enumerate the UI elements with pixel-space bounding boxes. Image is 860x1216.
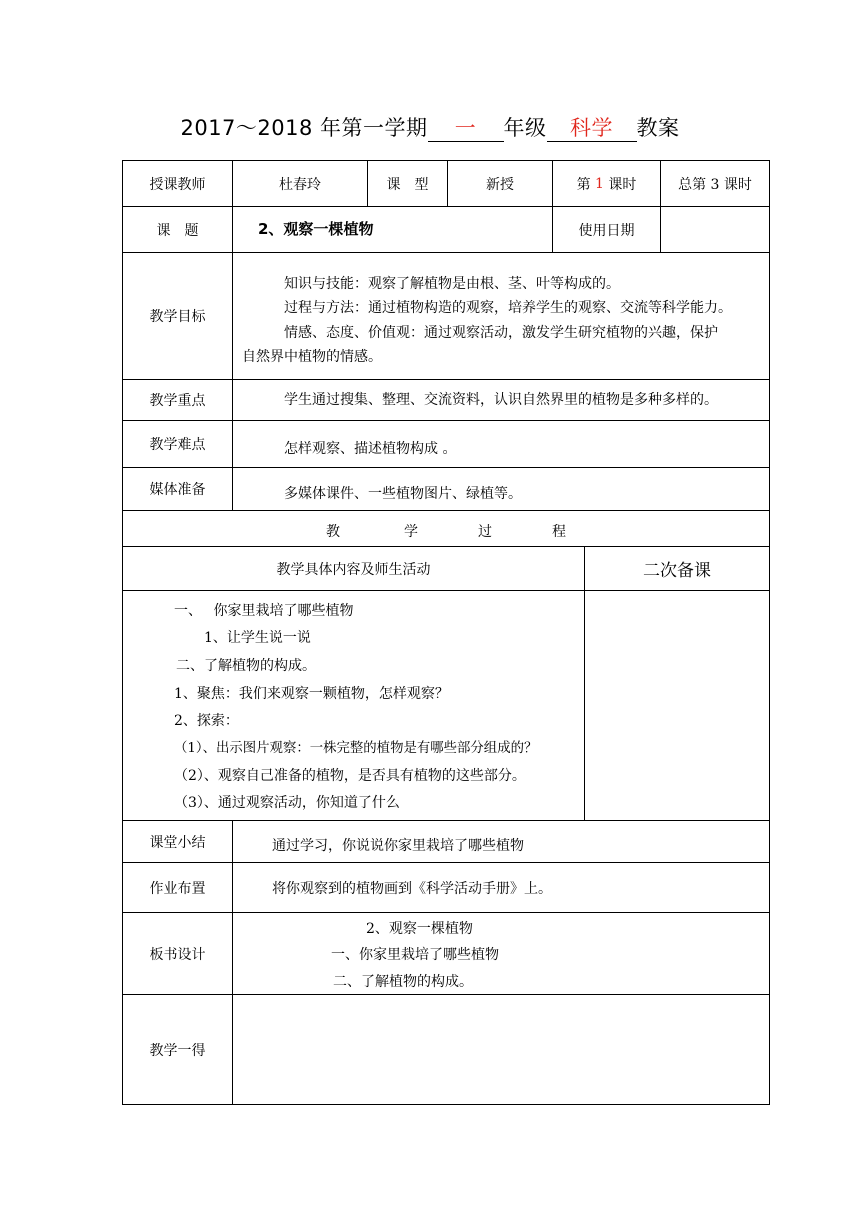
- key-points-label: 教学重点: [149, 393, 206, 409]
- title-grade: 一: [428, 115, 504, 142]
- board-line: 二、了解植物的构成。: [333, 974, 473, 990]
- goal-line: 自然界中植物的情感。: [242, 349, 382, 365]
- process-step: 1、让学生说一说: [204, 630, 311, 646]
- total-periods: 总第 3 课时: [678, 176, 752, 193]
- key-points-value: 学生通过搜集、整理、交流资料，认识自然界里的植物是多种多样的。: [284, 392, 718, 408]
- homework-label: 作业布置: [149, 880, 206, 897]
- teacher-name: 杜春玲: [279, 176, 321, 193]
- process-heading-char: 过: [478, 524, 492, 540]
- summary-value: 通过学习，你说说你家里栽培了哪些植物: [272, 838, 524, 854]
- topic-label: 课 题: [156, 222, 199, 239]
- summary-label: 课堂小结: [149, 834, 206, 851]
- difficulties-label: 教学难点: [149, 437, 206, 453]
- process-heading-char: 程: [552, 524, 566, 540]
- process-step: （3）、通过观察活动，你知道了什么: [174, 795, 400, 811]
- date-label: 使用日期: [578, 222, 635, 239]
- homework-value: 将你观察到的植物画到《科学活动手册》上。: [272, 881, 552, 897]
- difficulties-value: 怎样观察、描述植物构成 。: [284, 441, 457, 457]
- period-prefix: 第: [576, 176, 591, 193]
- process-heading-char: 教: [326, 524, 340, 540]
- board-line: 2、观察一棵植物: [366, 921, 473, 937]
- date-value: [661, 207, 769, 252]
- title-grade-suffix: 年级: [503, 116, 547, 140]
- board-line: 一、你家里栽培了哪些植物: [331, 947, 499, 963]
- process-heading-char: 学: [404, 524, 418, 540]
- goals-label: 教学目标: [149, 309, 206, 325]
- board-label: 板书设计: [149, 946, 206, 963]
- process-step: （2）、观察自己准备的植物，是否具有植物的这些部分。: [174, 768, 526, 784]
- goal-line: 情感、态度、价值观：通过观察活动，激发学生研究植物的兴趣，保护: [284, 325, 718, 341]
- period-suffix: 课时: [608, 176, 637, 193]
- goal-line: 过程与方法：通过植物构造的观察，培养学生的观察、交流等科学能力。: [284, 300, 732, 316]
- title-subject: 科学: [547, 115, 637, 142]
- process-step: 二、了解植物的构成。: [176, 658, 316, 674]
- process-step: （1）、出示图片观察：一株完整的植物是有哪些部分组成的？: [174, 741, 538, 756]
- period-cell: [553, 161, 660, 206]
- revise-column-header: 二次备课: [643, 561, 711, 581]
- teacher-label: 授课教师: [149, 176, 206, 193]
- topic-value: 2、观察一棵植物: [258, 220, 374, 238]
- type-value: 新授: [486, 176, 514, 193]
- title-suffix: 教案: [636, 116, 680, 140]
- media-label: 媒体准备: [149, 482, 206, 498]
- goal-line: 知识与技能：观察了解植物是由根、茎、叶等构成的。: [284, 276, 620, 292]
- type-label: 课 型: [386, 176, 429, 193]
- period-number: 1: [595, 175, 604, 192]
- reflection-label: 教学一得: [149, 1042, 206, 1059]
- process-step: 一、 你家里栽培了哪些植物: [174, 603, 354, 619]
- content-column-header: 教学具体内容及师生活动: [276, 561, 431, 578]
- title-prefix: 2017～2018 年第一学期: [180, 116, 428, 140]
- process-step: 2、探索：: [174, 713, 239, 729]
- process-step: 1、聚焦：我们来观察一颗植物，怎样观察？: [174, 686, 449, 702]
- media-value: 多媒体课件、一些植物图片、绿植等。: [284, 486, 522, 502]
